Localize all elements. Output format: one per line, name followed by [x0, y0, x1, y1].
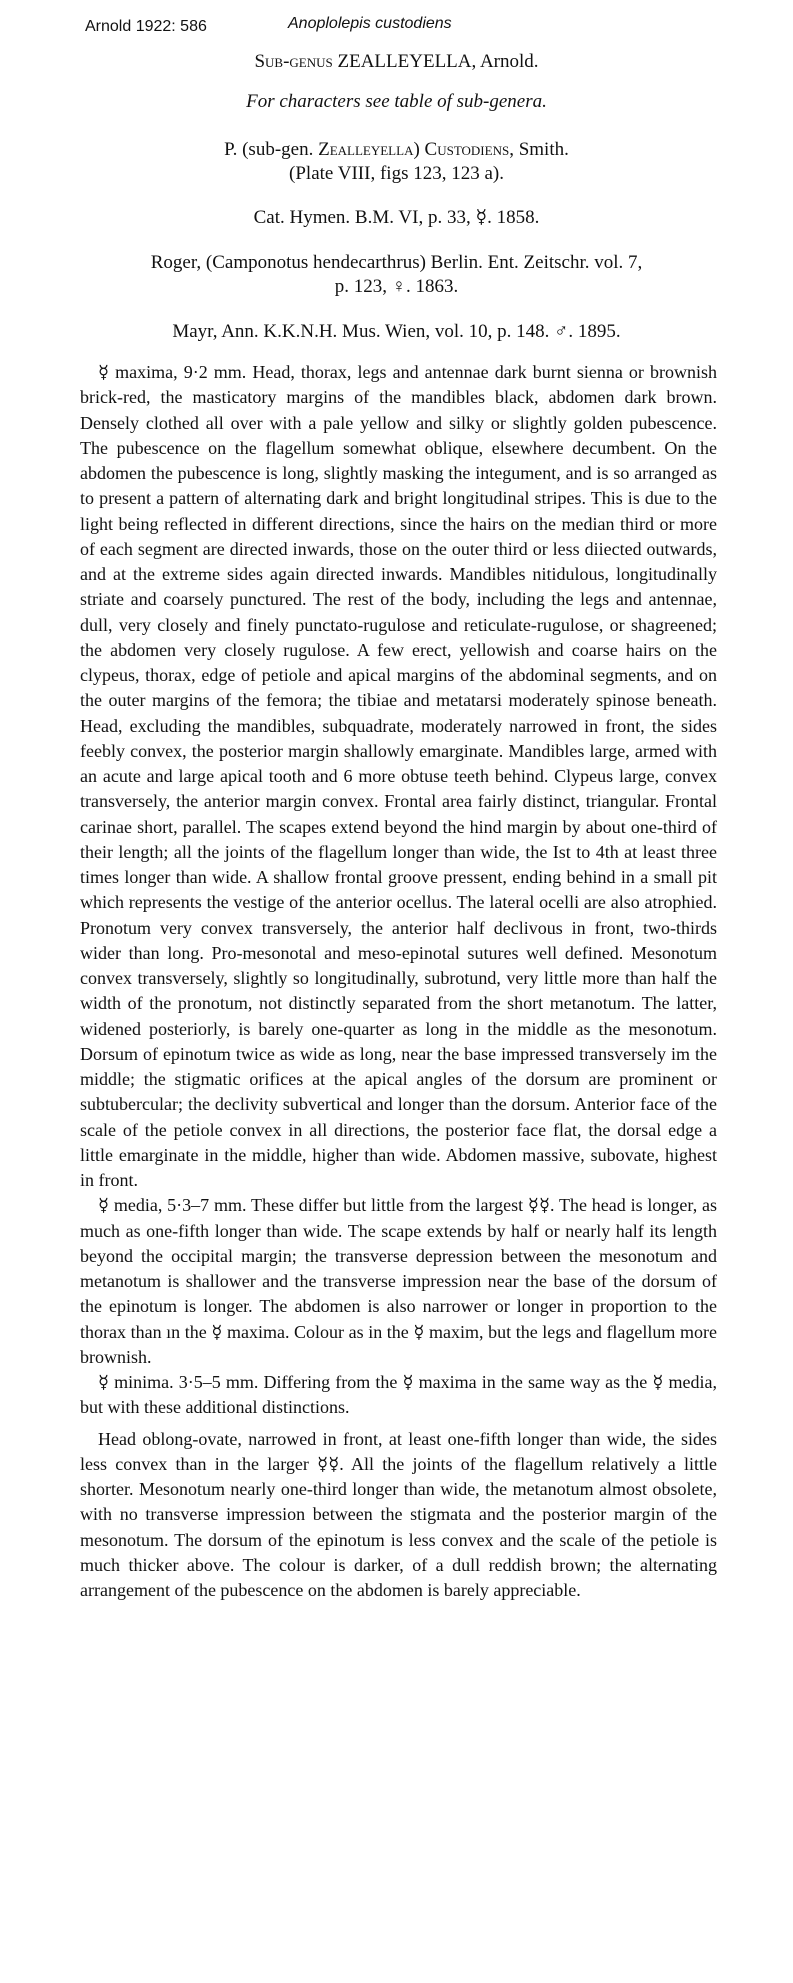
- reference-2: Roger, (Camponotus hendecarthrus) Berlin. Ent. Zeitschr. vol. 7,: [150, 252, 643, 273]
- paragraph-minima-details: Head oblong-ovate, narrowed in front, at least one-fifth longer than wide, the sides less convex than in the larger ☿☿. All the joints of the flagellum relatively a little shorter. Mesonotum nearly one-third longer than wide, the metanotum almost obsolete, with no transverse impression between the stigmata and the posterior margin of the mesonotum. The dorsum of the epinotum is less convex and the scale of the petiole is much thicker above. The colour is darker, of a dull reddish brown; the alternating arrangement of the pubescence on the abdomen is barely appreciable.: [80, 1428, 717, 1600]
- paragraph-media: ☿ media, 5·3–7 mm. These differ but little from the largest ☿☿. The head is longer, as much as one-fifth longer than wide. The scape extends by half or nearly half its length beyond the occipital margin; the transverse depression between the mesonotum and metanotum is shallower and the transverse impression near the base of the dorsum of the epinotum is longer. The abdomen is also narrower or longer in proportion to the thorax than ın the ☿ maxima. Colour as in the ☿ maxim, but the legs and flagellum more brownish.: [80, 1195, 717, 1367]
- paragraph-minima: ☿ minima. 3·5–5 mm. Differing from the ☿ maxima in the same way as the ☿ media, but with these additional distinctions.: [80, 1372, 717, 1418]
- reference-1: Cat. Hymen. B.M. VI, p. 33, ☿. 1858.: [253, 207, 540, 228]
- characters-note: For characters see table of sub-genera.: [246, 91, 547, 112]
- species-heading-pre: P. (sub-gen.: [224, 139, 314, 160]
- species-heading-author: , Smith.: [509, 139, 569, 160]
- subgenus-name: ZEALLEYELLA, Arnold.: [337, 51, 539, 72]
- species-heading-line2: (Plate VIII, figs 123, 123 a).: [289, 163, 504, 184]
- species-caption: Anoplolepis custodiens: [288, 15, 452, 32]
- reference-3: Mayr, Ann. K.K.N.H. Mus. Wien, vol. 10, p. 148. ♂. 1895.: [172, 321, 621, 342]
- subgenus-lead: Sub-genus: [254, 51, 333, 72]
- citation-header: Arnold 1922: 586: [85, 18, 207, 35]
- species-heading-name: Custodiens: [424, 139, 510, 160]
- description-body: [80, 360, 717, 1603]
- species-heading-subgenus: Zealleyella: [318, 139, 414, 160]
- subgenus-title: [0, 50, 793, 74]
- species-heading-close: ): [413, 139, 420, 160]
- paragraph-maxima: ☿ maxima, 9·2 mm. Head, thorax, legs and antennae dark burnt sienna or brownish brick-red, the masticatory margins of the mandibles black, abdomen dark brown. Densely clothed all over with a pale yellow and silky or slightly golden pubescence. The pubescence on the flagellum somewhat oblique, elsewhere decumbent. On the abdomen the pubescence is long, slightly masking the integument, and is so arranged as to present a pattern of alternating dark and bright longitudinal stripes. This is due to the light being reflected in different directions, since the hairs on the median third or more of each segment are directed inwards, those on the outer third or less diiected outwards, and at the extreme sides again directed inwards. Mandibles nitidulous, longitudinally striate and coarsely punctured. The rest of the body, including the legs and antennae, dull, very closely and finely punctato-rugulose and reticulate-rugulose, or shagreened; the abdomen very closely rugulose. A few erect, yellowish and coarse hairs on the clypeus, thorax, edge of petiole and apical margins of the abdominal segments, and on the outer margins of the femora; the tibiae and metatarsi moderately spinose beneath. Head, excluding the mandibles, subquadrate, moderately narrowed in front, the sides feebly convex, the posterior margin shallowly emarginate. Mandibles large, armed with an acute and large apical tooth and 6 more obtuse teeth behind. Clypeus large, convex transversely, the anterior margin convex. Frontal area fairly distinct, triangular. Frontal carinae short, parallel. The scapes extend beyond the hind margin by about one-third of their length; all the joints of the flagellum longer than wide, the Ist to 4th at least three times longer than wide. A shallow frontal groove pressent, ending behind in a small pit which represents the vestige of the anterior ocellus. The lateral ocelli are also atrophied. Pronotum very convex transversely, the anterior half declivous in front, two-thirds wider than long. Pro-mesonotal and meso-epinotal sutures well defined. Mesonotum convex transversely, slightly so longitudinally, subrotund, very little more than half the width of the pronotum, not distinctly separated from the short metanotum. The latter, widened posteriorly, is barely one-quarter as long in the middle as the mesonotum. Dorsum of epinotum twice as wide as long, near the base impressed transversely im the middle; the stigmatic orifices at the apical angles of the dorsum are prominent or subtubercular; the declivity subvertical and longer than the dorsum. Anterior face of the scale of the petiole convex in all directions, the posterior face flat, the dorsal edge a little emarginate in the middle, higher than wide. Abdomen massive, subovate, highest in front.: [80, 362, 717, 1190]
- reference-2-cont: p. 123, ♀. 1863.: [334, 276, 459, 297]
- species-heading-line1: [0, 138, 793, 162]
